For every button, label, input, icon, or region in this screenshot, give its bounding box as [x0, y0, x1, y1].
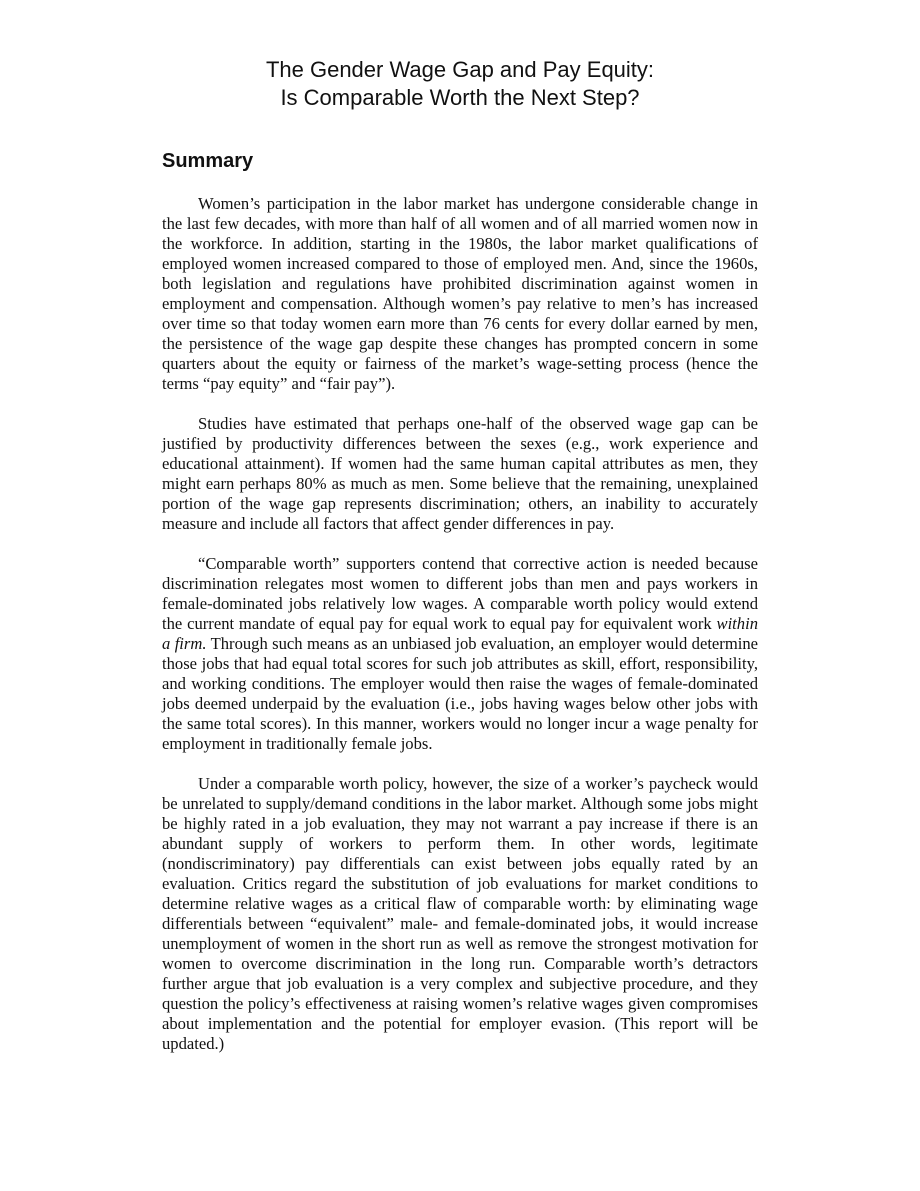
paragraph-2: Studies have estimated that perhaps one-half of the observed wage gap can be justified by productivity differences between the sexes (e.g., work experience and educational attainment). If women had the same human capital attributes as men, they might earn perhaps 80% as much as men. Some believe that the remaining, unexplained portion of the wage gap represents discrimination; others, an inability to accurately measure and include all factors that affect gender differences in pay.: [162, 414, 758, 533]
paragraph-3: [162, 554, 758, 754]
title-line-2: Is Comparable Worth the Next Step?: [280, 85, 640, 110]
section-heading-summary: Summary: [162, 150, 254, 172]
title-line-1: The Gender Wage Gap and Pay Equity:: [265, 57, 655, 82]
document-title: [0, 56, 920, 112]
paragraph-3-text-after: Through such means as an unbiased job evaluation, an employer would determine those jobs that had equal total scores for such job attributes as skill, effort, responsibility, and working conditions. The employer would then raise the wages of female-dominated jobs deemed underpaid by the evaluation (i.e., jobs having wages below other jobs with the same total scores). In this manner, workers would no longer incur a wage penalty for employment in traditionally female jobs.: [162, 634, 758, 753]
paragraph-4: Under a comparable worth policy, however, the size of a worker’s paycheck would be unrelated to supply/demand conditions in the labor market. Although some jobs might be highly rated in a job evaluation, they may not warrant a pay increase if there is an abundant supply of workers to perform them. In other words, legitimate (nondiscriminatory) pay differentials can exist between jobs equally rated by an evaluation. Critics regard the substitution of job evaluations for market conditions to determine relative wages as a critical flaw of comparable worth: by eliminating wage differentials between “equivalent” male- and female-dominated jobs, it would increase unemployment of women in the short run as well as remove the strongest motivation for women to overcome discrimination in the long run. Comparable worth’s detractors further argue that job evaluation is a very complex and subjective procedure, and they question the policy’s effectiveness at raising women’s relative wages given compromises about implementation and the potential for employer evasion. (This report will be updated.): [162, 774, 758, 1053]
summary-body: [162, 194, 758, 1074]
paragraph-1: Women’s participation in the labor market has undergone considerable change in the last few decades, with more than half of all women and of all married women now in the workforce. In addition, starting in the 1980s, the labor market qualifications of employed women increased compared to those of employed men. And, since the 1960s, both legislation and regulations have prohibited discrimination against women in employment and compensation. Although women’s pay relative to men’s has increased over time so that today women earn more than 76 cents for every dollar earned by men, the persistence of the wage gap despite these changes has prompted concern in some quarters about the equity or fairness of the market’s wage-setting process (hence the terms “pay equity” and “fair pay”).: [162, 194, 758, 393]
paragraph-3-emphasis: within a firm.: [162, 614, 758, 653]
paragraph-3-text-before: “Comparable worth” supporters contend that corrective action is needed because discrimination relegates most women to different jobs than men and pays workers in female-dominated jobs relatively low wages. A comparable worth policy would extend the current mandate of equal pay for equal work to equal pay for equivalent work: [162, 554, 758, 633]
